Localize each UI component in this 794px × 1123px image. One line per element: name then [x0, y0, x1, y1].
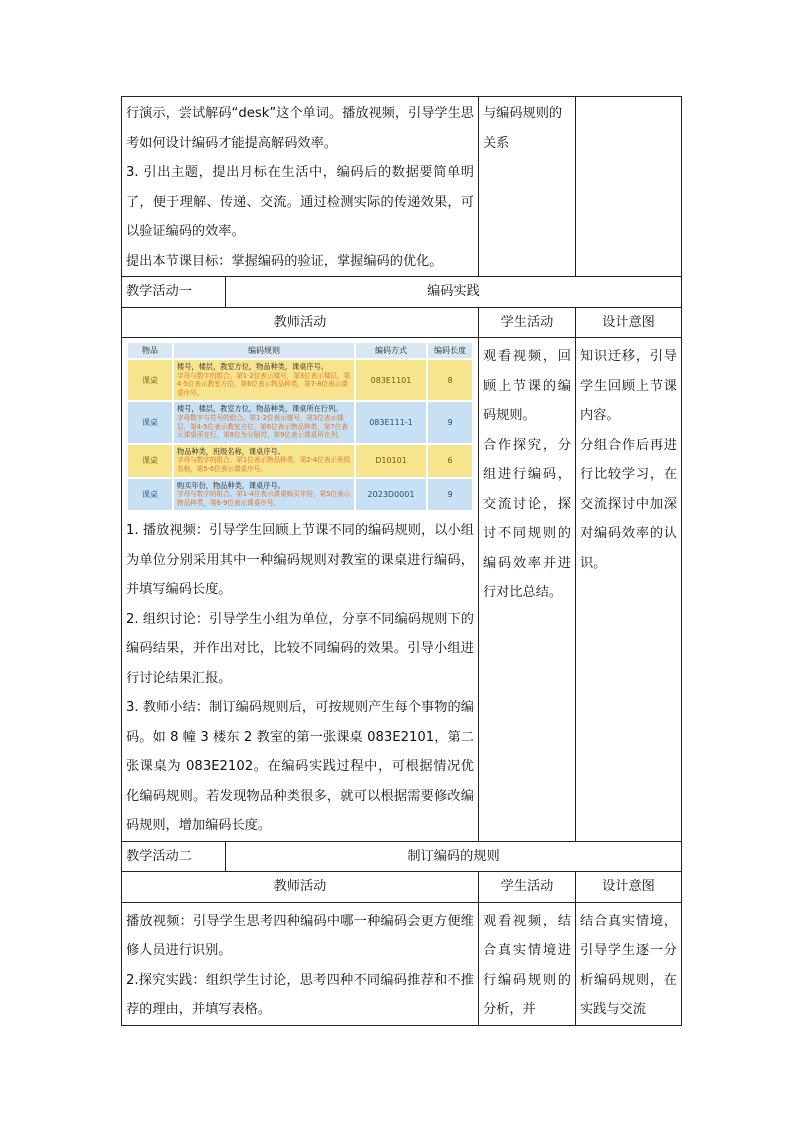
- format-cell: D10101: [356, 445, 426, 477]
- col-format: 编码方式: [356, 343, 426, 358]
- column-header-row: [122, 307, 682, 338]
- teacher-line: 3. 引出主题，提出月标在生活中，编码后的数据要简单明了，便于理解、传递、交流。通过检测实际的传递效果，可以验证编码的效率。: [126, 165, 474, 239]
- teacher-line: 行演示，尝试解码“desk”这个单词。播放视频，引导学生思考如何设计编码才能提高解码效率。: [126, 106, 474, 151]
- col-item: 物品: [128, 343, 172, 358]
- coding-table-header: [128, 343, 472, 358]
- col-student-header: 学生活动: [479, 307, 576, 338]
- teacher-paragraph: 1. 播放视频：引导学生回顾上节课不同的编码规则，以小组为单位分别采用其中一种编码规则对教室的课桌进行编码，并填写编码长度。: [126, 523, 474, 598]
- teacher-activity-cell: [122, 97, 479, 277]
- rule-cell: [174, 360, 354, 400]
- coding-table-row: [128, 479, 472, 511]
- teacher-paragraph: 播放视频：引导学生思考四种编码中哪一种编码会更方便维修人员进行识别。: [126, 913, 474, 959]
- rule-cell: [174, 402, 354, 442]
- item-cell: 课桌: [128, 360, 172, 400]
- student-activity-cell: [479, 338, 576, 842]
- teacher-activity-cell: [122, 902, 479, 1025]
- rule-main: 楼号，楼层，教室方位，物品种类，课桌序号。: [177, 362, 328, 371]
- rule-main: 购买年份，物品种类，课桌序号。: [177, 480, 285, 490]
- student-activity-cell: [479, 97, 576, 277]
- coding-rules-table: [126, 341, 474, 512]
- activity-label: 教学活动一: [122, 277, 226, 308]
- coding-table-row: [128, 445, 472, 477]
- coding-table-row: [128, 360, 472, 400]
- col-student-header: 学生活动: [479, 872, 576, 903]
- design-text: 结合真实情境，引导学生逐一分析编码规则，在实践与交流: [580, 913, 677, 1018]
- rule-detail: 字母与数字的组合。第1位表示物品种类，第2-4位表示班级名称，第5-6位表示课桌序号。: [177, 456, 351, 473]
- design-paragraph: 知识迁移，引导学生回顾上节课内容。: [580, 349, 677, 423]
- length-cell: 6: [428, 445, 472, 477]
- item-cell: 课桌: [128, 445, 172, 477]
- lesson-plan-page: [121, 96, 681, 1026]
- rule-detail: 字母与数字的组合。第1-4位表示课桌购买年份，第5位表示物品种类，第6-9位表示课桌序号。: [177, 490, 351, 507]
- length-cell: 9: [428, 402, 472, 442]
- rule-detail: 字母数字与符号的组合。第1-2位表示楼号，第3位表示楼层，第4-5位表示教室方位，第6位表示物品种类，第7位表示课桌所在行，第8位为分隔符，第9位表示课桌所在列。: [177, 413, 348, 440]
- design-intent-cell: [576, 338, 682, 842]
- format-cell: 083E111-1: [356, 402, 426, 442]
- col-design-header: 设计意图: [576, 872, 682, 903]
- student-paragraph: 观看视频，回顾上节课的编码规则。: [483, 349, 571, 423]
- activity-title: 编码实践: [226, 277, 682, 308]
- rule-cell: [174, 445, 354, 477]
- teacher-activity-cell: [122, 338, 479, 842]
- format-cell: 2023D0001: [356, 479, 426, 511]
- activity-body-row: [122, 338, 682, 842]
- student-text: 观看视频，结合真实情境进行编码规则的分析，并: [483, 913, 571, 1018]
- student-text: 与编码规则的关系: [483, 106, 563, 151]
- activity-title: 制订编码的规则: [226, 841, 682, 872]
- col-rule: 编码规则: [174, 343, 354, 358]
- col-design-header: 设计意图: [576, 307, 682, 338]
- student-paragraph: 合作探究，分组进行编码，交流讨论，探讨不同规则的编码效率并进行对比总结。: [483, 437, 571, 600]
- lesson-plan-table: [121, 96, 682, 1026]
- rule-detail: 字母与数字的组合。第1-2位表示楼号，第3位表示楼层，第4-5位表示教室方位，第6位表示物品种类，第7-8位表示课桌序号。: [177, 371, 351, 397]
- teacher-paragraph: 3. 教师小结：制订编码规则后，可按规则产生每个事物的编码。如 8 幢 3 楼东 2 教室的第一张课桌 083E2101，第二张课桌为 083E2102。在编码实践过程中，可根据情况优化编码规则。若发现物品种类很多，就可以根据需要修改编码规则，增加编码长度。: [126, 700, 474, 834]
- activity-header-row: [122, 841, 682, 872]
- teacher-paragraph: 2. 组织讨论：引导学生小组为单位，分享不同编码规则下的编码结果，并作出对比，比较不同编码的效果。引导小组进行讨论结果汇报。: [126, 611, 474, 686]
- format-cell: 083E1101: [356, 360, 426, 400]
- column-header-row: [122, 872, 682, 903]
- item-cell: 课桌: [128, 402, 172, 442]
- col-teacher-header: 教师活动: [122, 307, 479, 338]
- activity-header-row: [122, 277, 682, 308]
- rule-cell: [174, 479, 354, 511]
- length-cell: 8: [428, 360, 472, 400]
- activity-label: 教学活动二: [122, 841, 226, 872]
- activity-body-row: [122, 902, 682, 1025]
- col-teacher-header: 教师活动: [122, 872, 479, 903]
- length-cell: 9: [428, 479, 472, 511]
- design-paragraph: 分组合作后再进行比较学习，在交流探讨中加深对编码效率的认识。: [580, 437, 677, 571]
- teacher-line: 提出本节课目标：掌握编码的验证，掌握编码的优化。: [126, 253, 443, 269]
- rule-main: 楼号，楼层，教室方位，物品种类，课桌所在行列。: [177, 404, 343, 414]
- item-cell: 课桌: [128, 479, 172, 511]
- continued-row: [122, 97, 682, 277]
- student-activity-cell: [479, 902, 576, 1025]
- design-intent-cell: [576, 902, 682, 1025]
- col-length: 编码长度: [428, 343, 472, 358]
- design-intent-cell: [576, 97, 682, 277]
- rule-main: 物品种类，班级名称，课桌序号。: [177, 446, 285, 456]
- teacher-paragraph: 2.探究实践：组织学生讨论，思考四种不同编码推荐和不推荐的理由，并填写表格。: [126, 972, 474, 1018]
- coding-table-row: [128, 402, 472, 442]
